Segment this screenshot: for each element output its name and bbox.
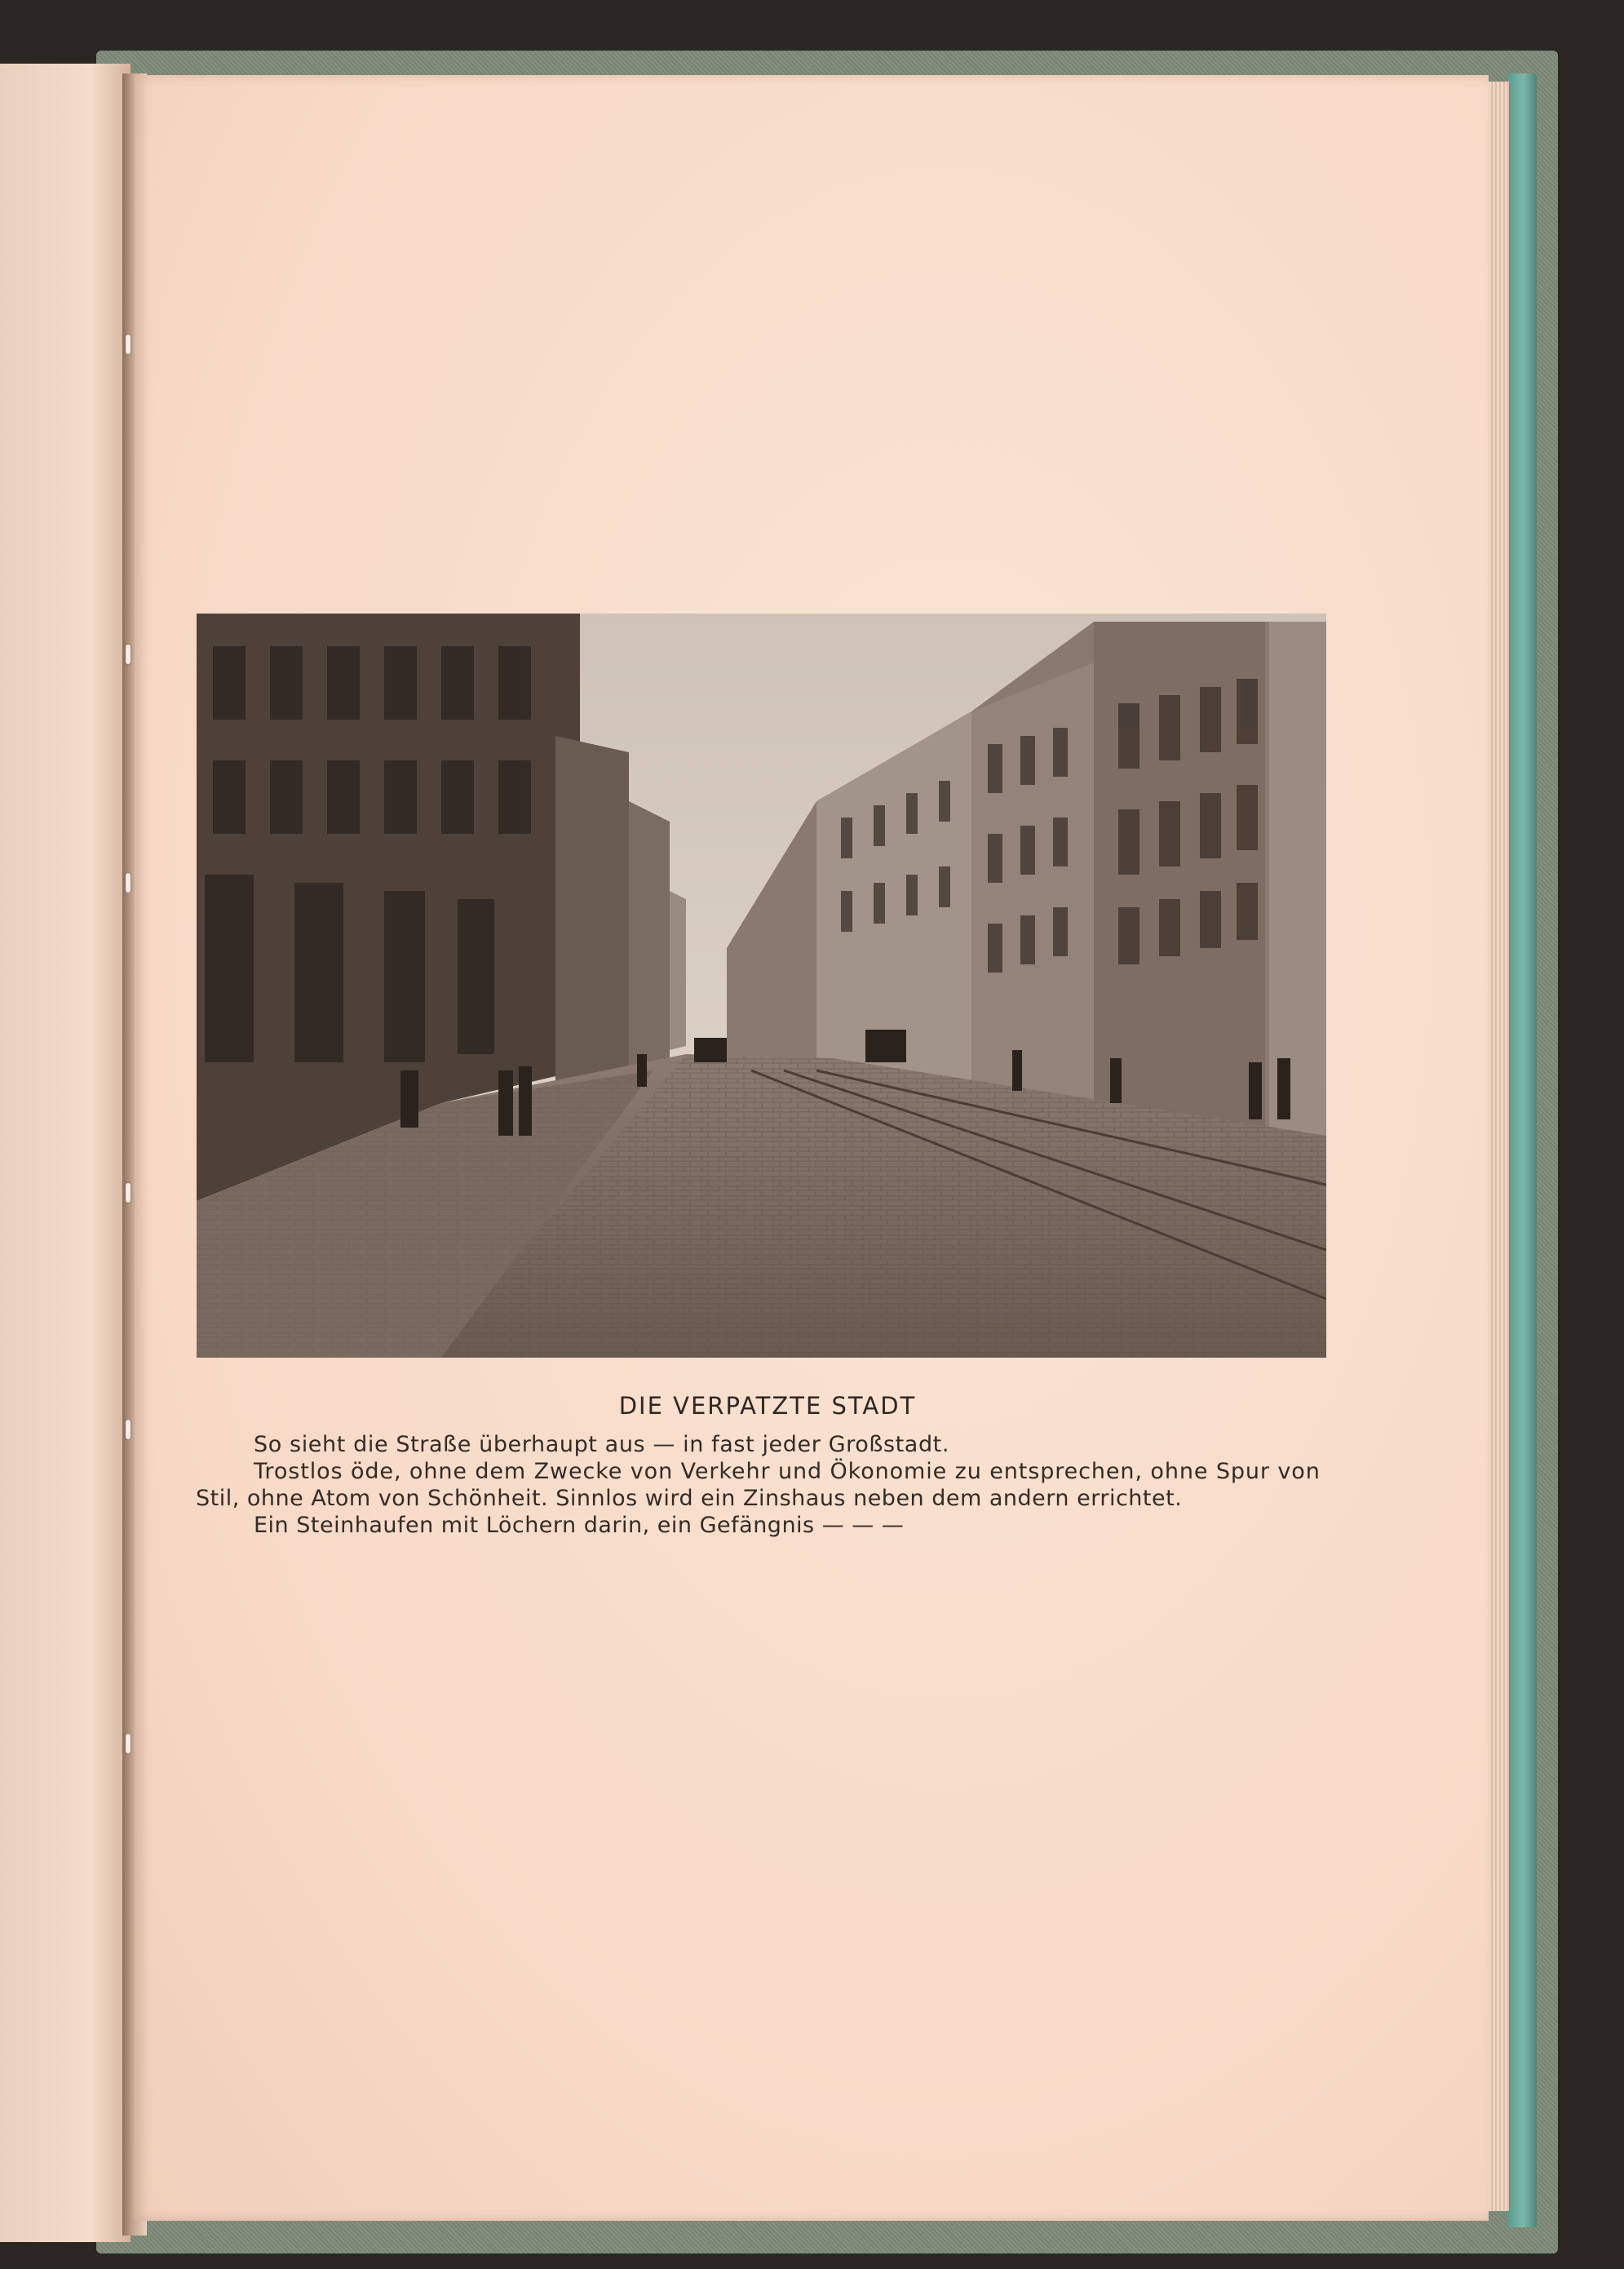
binding-stitch — [126, 1183, 131, 1203]
street-photograph — [197, 614, 1326, 1358]
book-cover-edge — [1507, 73, 1537, 2227]
binding-stitch — [126, 1734, 131, 1753]
binding-stitch — [126, 645, 131, 664]
caption-title: DIE VERPATZTE STADT — [618, 1392, 917, 1420]
caption-line: Ein Steinhaufen mit Löchern darin, ein Gefängnis — — — — [254, 1513, 905, 1538]
caption-line: Stil, ohne Atom von Schönheit. Sinnlos wird ein Zinshaus neben dem andern errichtet. — [196, 1486, 1183, 1511]
caption-line: So sieht die Straße überhaupt aus — in fast jeder Großstadt. — [254, 1432, 950, 1457]
left-page — [0, 64, 131, 2242]
street-photo-illustration — [197, 614, 1326, 1358]
binding-stitch — [126, 1420, 131, 1439]
binding-stitch — [126, 873, 131, 893]
caption-line: Trostlos öde, ohne dem Zwecke von Verkehr und Ökonomie zu entsprechen, ohne Spur von — [254, 1459, 1321, 1484]
binding-stitch — [126, 335, 131, 354]
